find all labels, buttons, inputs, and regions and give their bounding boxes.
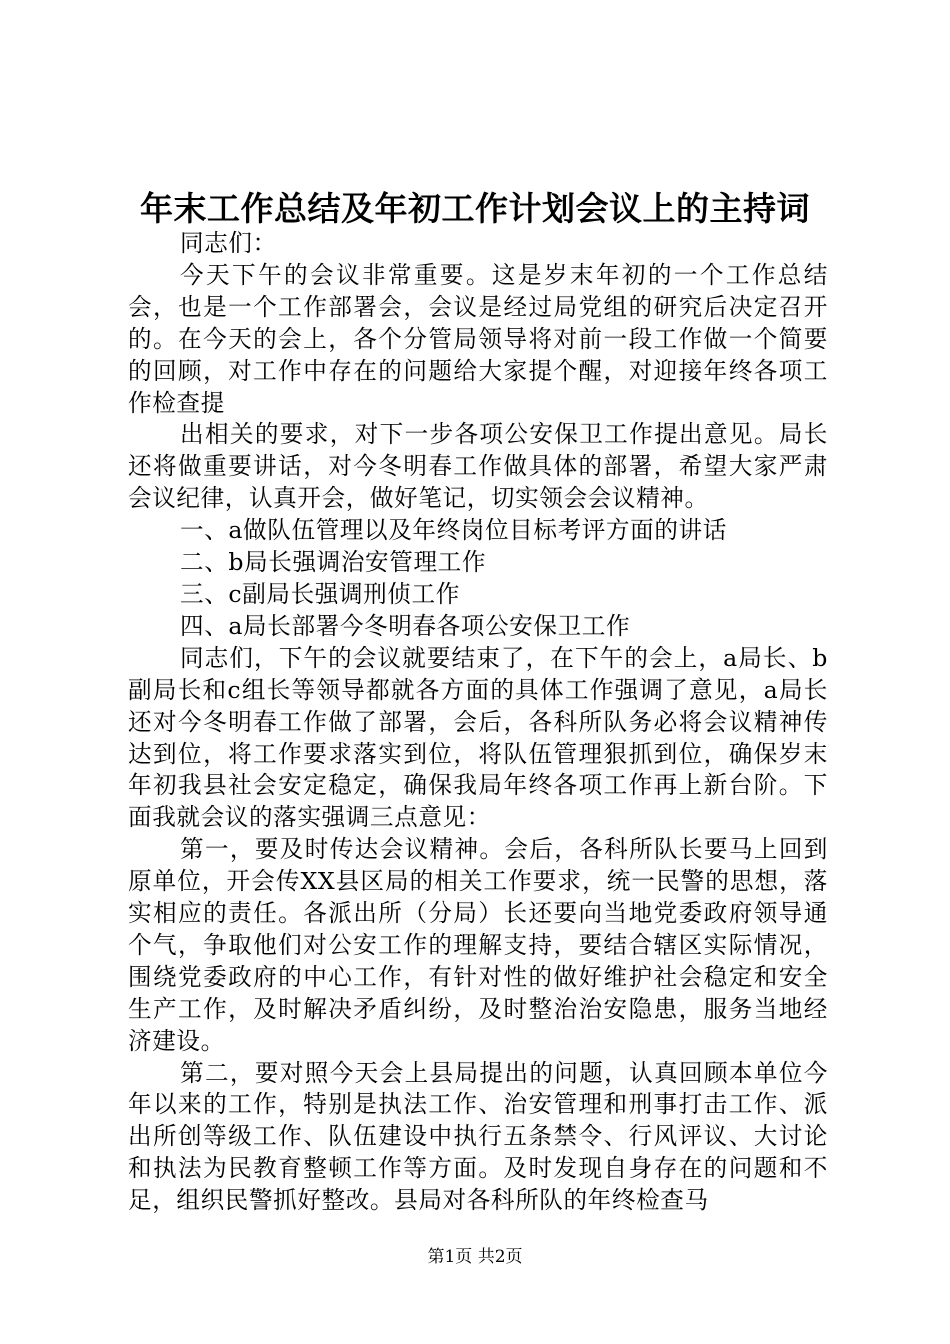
body-paragraph: 第一，要及时传达会议精神。会后，各科所队长要马上回到原单位，开会传XX县区局的相关工作要求，统一民警的思想，落实相应的责任。各派出所（分局）长还要向当地党委政府领导通个气，争取他们对公安工作的理解支持，要结合辖区实际情况，围绕党委政府的中心工作，有针对性的做好维护社会稳定和安全生产工作，及时解决矛盾纠纷，及时整治治安隐患，服务当地经济建设。 <box>128 835 828 1055</box>
body-paragraph: 今天下午的会议非常重要。这是岁末年初的一个工作总结会，也是一个工作部署会，会议是经过局党组的研究后决定召开的。在今天的会上，各个分管局领导将对前一段工作做一个简要的回顾，对工作中存在的问题给大家提个醒，对迎接年终各项工作检查提 <box>128 260 828 417</box>
body-paragraph: 同志们，下午的会议就要结束了，在下午的会上，a局长、b副局长和c组长等领导都就各方面的具体工作强调了意见，a局长还对今冬明春工作做了部署，会后，各科所队务必将会议精神传达到位，将工作要求落实到位，将队伍管理狠抓到位，确保岁末年初我县社会安定稳定，确保我局年终各项工作再上新台阶。下面我就会议的落实强调三点意见： <box>128 643 828 832</box>
document-body <box>128 228 828 1217</box>
agenda-item: 四、a局长部署今冬明春各项公安保卫工作 <box>180 611 631 640</box>
agenda-item: 三、c副局长强调刑侦工作 <box>180 579 460 608</box>
salutation-paragraph: 同志们： <box>180 229 277 257</box>
document-title: 年末工作总结及年初工作计划会议上的主持词 <box>140 189 810 228</box>
body-paragraph: 第二，要对照今天会上县局提出的问题，认真回顾本单位今年以来的工作，特别是执法工作、治安管理和刑事打击工作、派出所创等级工作、队伍建设中执行五条禁令、行风评议、大讨论和执法为民教育整顿工作等方面。及时发现自身存在的问题和不足，组织民警抓好整改。县局对各科所队的年终检查马 <box>128 1058 828 1215</box>
agenda-item: 一、a做队伍管理以及年终岗位目标考评方面的讲话 <box>180 516 727 545</box>
agenda-item: 二、b局长强调治安管理工作 <box>180 548 487 577</box>
body-paragraph: 出相关的要求，对下一步各项公安保卫工作提出意见。局长还将做重要讲话，对今冬明春工作做具体的部署，希望大家严肃会议纪律，认真开会，做好笔记，切实领会会议精神。 <box>128 420 828 513</box>
page-number-footer: 第1页 共2页 <box>427 1247 523 1267</box>
